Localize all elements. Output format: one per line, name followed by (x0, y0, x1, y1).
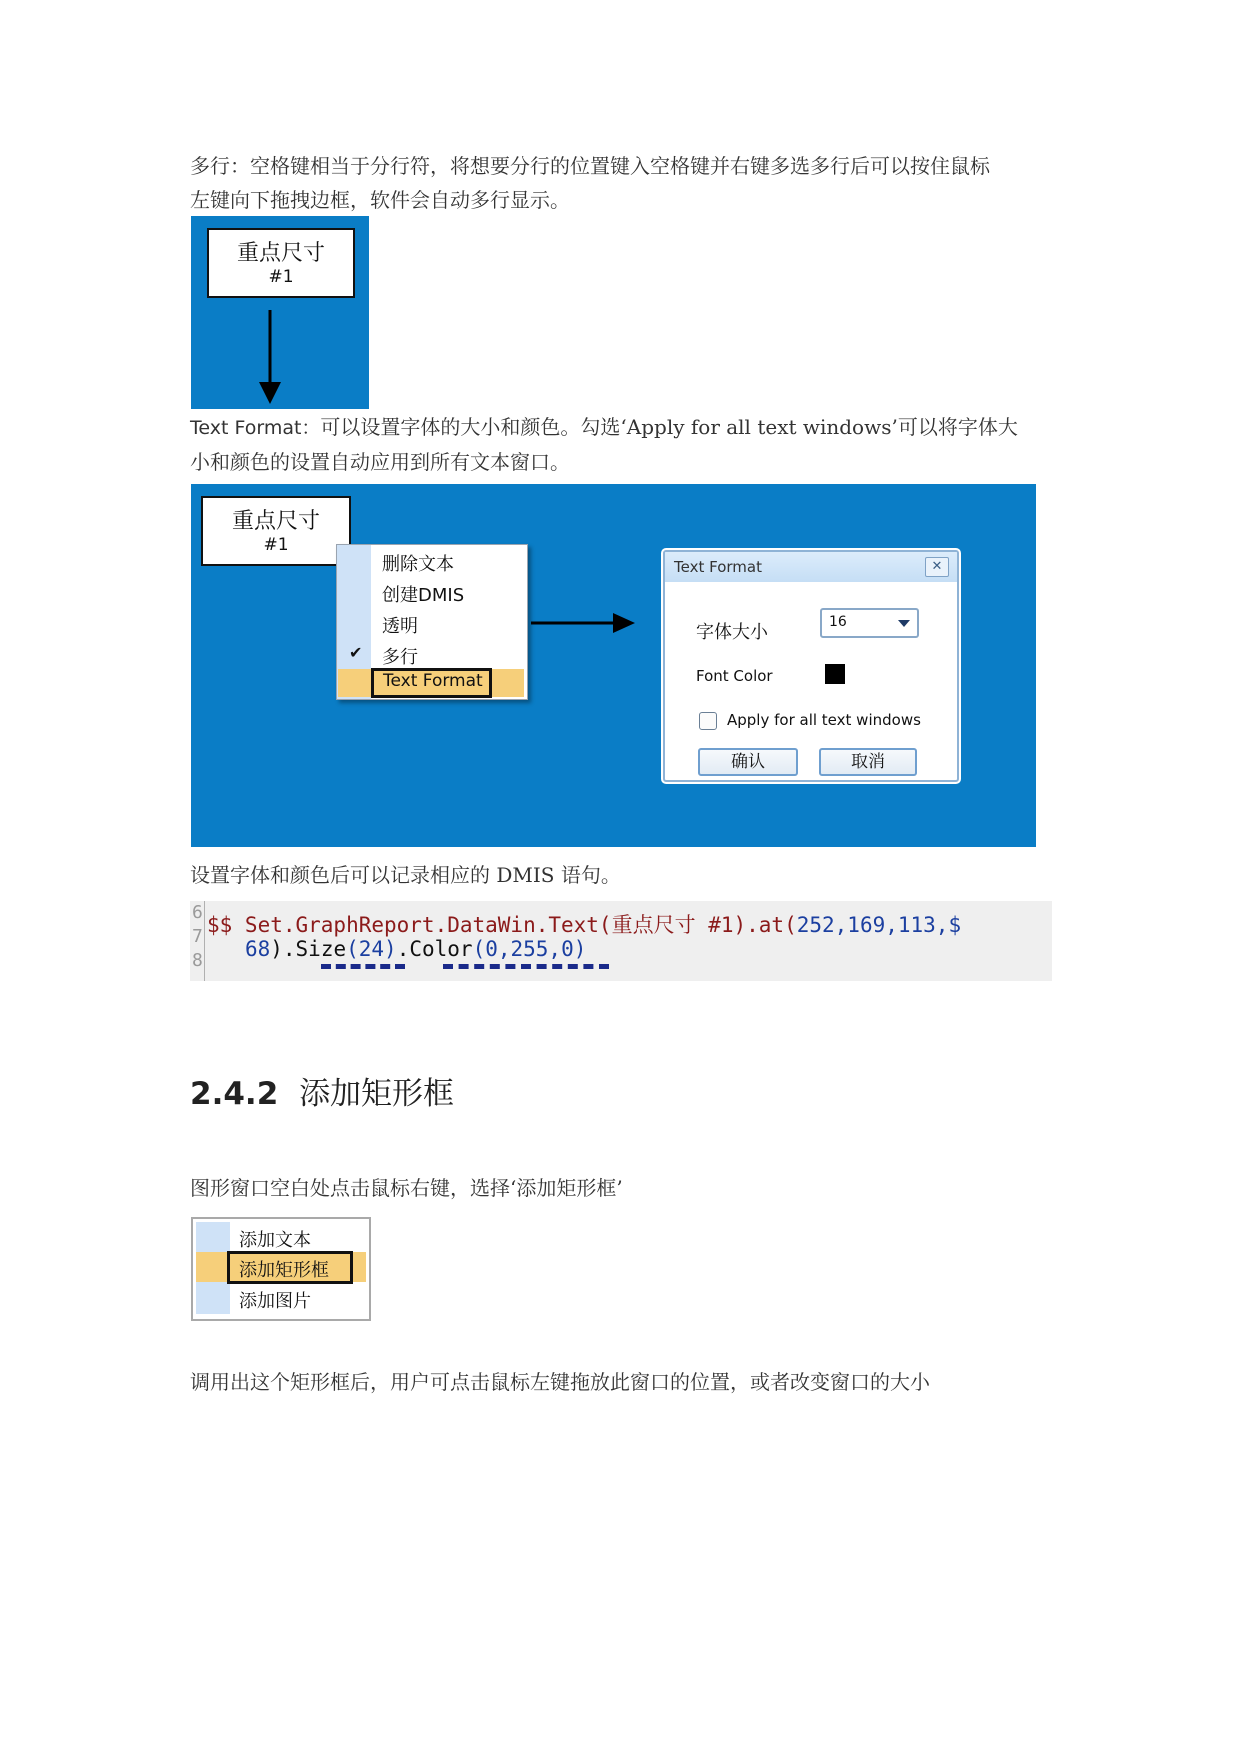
figure-multiline-drag (191, 216, 369, 409)
line-number-gutter (190, 901, 205, 981)
menu-item-create-dmis[interactable]: 创建DMIS (382, 585, 465, 606)
code-text: $$ Set.GraphReport.DataWin.Text( (207, 913, 612, 937)
line-number: 8 (192, 950, 203, 971)
text-format-dialog (663, 550, 959, 782)
color-underline (443, 964, 609, 969)
closing-paragraph: 调用出这个矩形框后，用户可点击鼠标左键拖放此窗口的位置，或者改变窗口的大小 (190, 1370, 930, 1394)
rect-paragraph: 图形窗口空白处点击鼠标右键，选择‘添加矩形框’ (190, 1176, 623, 1200)
chevron-down-icon (898, 620, 910, 627)
menu-item-multiline[interactable]: 多行 (382, 647, 418, 668)
text-window[interactable] (201, 496, 351, 566)
intro-line-2: 左键向下拖拽边框，软件会自动多行显示。 (190, 188, 570, 212)
add-menu (191, 1217, 371, 1321)
dmis-paragraph: 设置字体和颜色后可以记录相应的 DMIS 语句。 (190, 863, 621, 887)
text-window-label: 重点尺寸 (231, 509, 320, 534)
size-underline (321, 964, 405, 969)
code-text: ). (270, 937, 296, 961)
menu-item-transparent[interactable]: 透明 (382, 616, 418, 637)
code-text-cjk: 重点尺寸 (611, 913, 696, 937)
font-color-swatch[interactable] (825, 664, 845, 684)
intro-paragraph (190, 149, 1070, 217)
text-format-line-2: 小和颜色的设置自动应用到所有文本窗口。 (190, 450, 570, 474)
apply-all-checkbox[interactable] (699, 712, 717, 730)
context-menu (336, 544, 528, 700)
code-text: . (396, 937, 410, 961)
right-arrow-icon (529, 608, 639, 638)
cancel-button[interactable]: 取消 (819, 748, 917, 776)
text-window-id: #1 (268, 267, 294, 287)
font-size-select[interactable] (820, 608, 919, 638)
text-format-term: Text Format： (190, 417, 321, 439)
apply-all-label: Apply for all text windows (727, 711, 921, 729)
code-snippet (190, 901, 1052, 981)
section-heading (190, 1068, 454, 1113)
line-number: 7 (192, 926, 203, 947)
menu-item-add-text[interactable]: 添加文本 (239, 1230, 311, 1251)
menu-item-text-format[interactable]: Text Format (383, 671, 483, 691)
code-text: #1).at( (695, 913, 797, 937)
font-size-value: 16 (829, 614, 847, 630)
font-size-label: 字体大小 (696, 622, 768, 643)
code-keyword: Size (295, 937, 347, 961)
intro-line-1: 多行：空格键相当于分行符，将想要分行的位置键入空格键并右键多选多行后可以按住鼠标 (190, 154, 990, 178)
menu-item-add-rectangle[interactable]: 添加矩形框 (239, 1260, 329, 1281)
code-line-1 (207, 913, 961, 937)
section-number: 2.4.2 (190, 1076, 279, 1112)
close-icon[interactable]: ✕ (925, 557, 949, 577)
code-args: (0,255,0) (472, 937, 587, 961)
figure-text-format (191, 484, 1036, 847)
text-window[interactable] (207, 228, 355, 298)
text-format-paragraph (190, 410, 1070, 479)
ok-button[interactable]: 确认 (698, 748, 798, 776)
menu-item-delete-text[interactable]: 删除文本 (382, 554, 454, 575)
text-window-label: 重点尺寸 (236, 241, 325, 266)
down-arrow-icon (256, 308, 286, 408)
line-number: 6 (192, 902, 203, 923)
section-title: 添加矩形框 (299, 1076, 455, 1112)
text-format-desc: 可以设置字体的大小和颜色。勾选‘Apply for all text windows’可以将字体大 (320, 415, 1018, 439)
code-args: (24) (346, 937, 397, 961)
dialog-title: Text Format (674, 558, 762, 576)
text-window-id: #1 (263, 535, 289, 555)
code-args: 252,169,113,$ (796, 913, 962, 937)
text-format-line-1 (190, 410, 1070, 445)
code-line-2 (207, 937, 586, 961)
code-keyword: Color (409, 937, 473, 961)
menu-item-add-image[interactable]: 添加图片 (239, 1291, 311, 1312)
code-args: 68 (244, 937, 271, 961)
font-color-label: Font Color (696, 667, 773, 685)
check-icon: ✔ (349, 643, 363, 662)
